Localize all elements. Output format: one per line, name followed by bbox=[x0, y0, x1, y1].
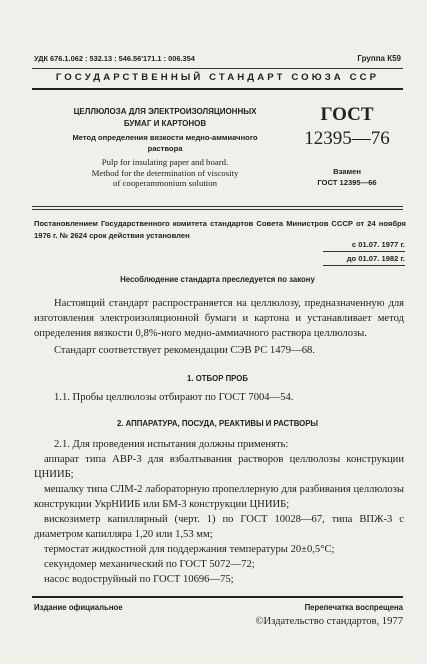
replaces-value: ГОСТ 12395—66 bbox=[317, 178, 377, 187]
replaces-label: Взамен bbox=[333, 167, 361, 176]
subtitle-ru-line1: Метод определения вязкости медно-аммиачного bbox=[72, 133, 258, 142]
footer-rule bbox=[32, 596, 403, 598]
header-rule-bottom bbox=[32, 88, 403, 90]
title-en bbox=[40, 157, 290, 189]
list-item: аппарат типа АВР-3 для взбалтывания растворов целлюлозы конструкции ЦНИИБ; bbox=[34, 454, 404, 480]
subtitle-ru-line2: раствора bbox=[147, 144, 183, 153]
list-item: секундомер механический по ГОСТ 5072—72; bbox=[44, 559, 255, 570]
scope-paragraph: Настоящий стандарт распространяется на целлюлозу, предназначенную для изготовления электроизоляционной бумаги и картона и устанавливает метод определения вязкости 0,8%-ного медно-аммиачного раствора целлюлозы. bbox=[34, 298, 404, 339]
header-rule-top bbox=[32, 68, 403, 69]
title-en-line2: Method for the determination of viscosity bbox=[91, 167, 239, 178]
copyright: ©Издательство стандартов, 1977 bbox=[255, 616, 403, 627]
udk-code: УДК 676.1.062 : 532.13 : 546.56'171.1 : 006.354 bbox=[34, 54, 195, 63]
decree-rule-top bbox=[32, 206, 403, 207]
title-ru-line1: ЦЕЛЛЮЛОЗА ДЛЯ ЭЛЕКТРОИЗОЛЯЦИОННЫХ bbox=[73, 107, 257, 116]
date-underline-1 bbox=[323, 251, 405, 252]
standard-banner: ГОСУДАРСТВЕННЫЙ СТАНДАРТ СОЮЗА ССР bbox=[55, 72, 380, 83]
legal-notice: Несоблюдение стандарта преследуется по закону bbox=[120, 275, 315, 284]
valid-from-date: с 01.07. 1977 г. bbox=[351, 240, 405, 249]
title-en-line3: of cooperammonium solution bbox=[112, 178, 218, 188]
title-ru bbox=[40, 106, 290, 130]
list-item: мешалку типа СЛМ-2 лабораторную пропеллерную для разбивания целлюлозы конструкции УкрНИИБ или БМ-3 конструкции ЦНИИБ; bbox=[34, 484, 404, 510]
reprint-notice: Перепечатка воспрещена bbox=[304, 603, 403, 612]
gost-label: ГОСТ bbox=[320, 104, 374, 125]
title-en-line1: Pulp for insulating paper and board. bbox=[101, 157, 229, 167]
gost-number: 12395—76 bbox=[304, 128, 390, 149]
group-code: Группа К59 bbox=[357, 54, 401, 63]
list-item: вискозиметр капиллярный (черт. 1) по ГОСТ 10028—67, типа ВПЖ-3 с диаметром капилляра 1,20 или 1,53 мм; bbox=[34, 514, 404, 540]
official-edition-label: Издание официальное bbox=[34, 603, 123, 612]
section-2-paragraph: 2.1. Для проведения испытания должны применять: bbox=[54, 439, 289, 450]
date-underline-2 bbox=[323, 265, 405, 266]
title-ru-line2: БУМАГ И КАРТОНОВ bbox=[123, 119, 207, 128]
subtitle-ru bbox=[40, 132, 290, 154]
decree-text: Постановлением Государственного комитета стандартов Совета Министров СССР от 24 ноября 1976 г. № 2624 срок действия установлен bbox=[34, 219, 406, 240]
equipment-list bbox=[34, 452, 404, 587]
section-1-heading: 1. ОТБОР ПРОБ bbox=[187, 374, 248, 383]
conformity-paragraph: Стандарт соответствует рекомендации СЭВ РС 1479—68. bbox=[54, 345, 315, 356]
list-item: термостат жидкостной для поддержания температуры 20±0,5°С; bbox=[44, 544, 335, 555]
list-item: насос водоструйный по ГОСТ 10696—75; bbox=[44, 574, 234, 585]
valid-to-date: до 01.07. 1982 г. bbox=[346, 254, 405, 263]
section-1-paragraph: 1.1. Пробы целлюлозы отбирают по ГОСТ 7004—54. bbox=[54, 392, 294, 403]
section-2-heading: 2. АППАРАТУРА, ПОСУДА, РЕАКТИВЫ И РАСТВОРЫ bbox=[116, 419, 319, 428]
decree-rule-top-2 bbox=[32, 209, 403, 210]
